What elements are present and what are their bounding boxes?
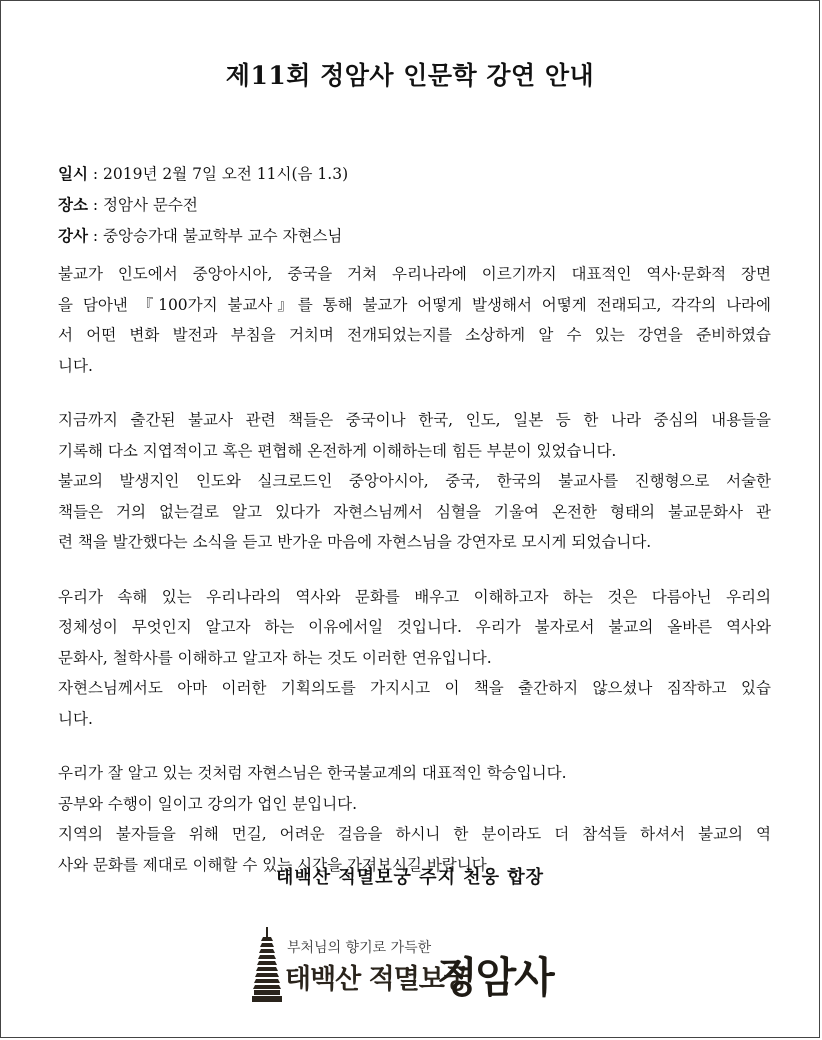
text-line: 우리가 잘 알고 있는 것처럼 자현스님은 한국불교계의 대표적인 학승입니다. [58, 764, 567, 782]
pagoda-icon [251, 927, 283, 1003]
text-line: 책들은 거의 없는걸로 알고 있다가 자현스님께서 심혈을 기울여 온전한 형태의 불교문화사 관 [58, 502, 771, 521]
info-value: 정암사 문수전 [103, 196, 198, 214]
info-label: 장소 [58, 195, 88, 214]
info-label: 일시 [58, 164, 88, 183]
text-line: 불교가 인도에서 중앙아시아, 중국을 거쳐 우리나라에 이르기까지 대표적인 역사·문화적 장면 [58, 265, 771, 283]
logo-temple-name: 정암사 [437, 953, 553, 1002]
info-row-speaker [58, 220, 348, 251]
text-line: 련 책을 발간했다는 소식을 듣고 반가운 마음에 자현스님을 강연자로 모시게 되었습니다. [58, 533, 652, 551]
text-line: 지역의 불자들을 위해 먼길, 어려운 걸음을 하시니 한 분이라도 더 참석들 하셔서 불교의 역 [58, 825, 771, 843]
text-line: 니다. [58, 709, 93, 728]
text-line: 니다. [58, 356, 93, 375]
info-value: 중앙승가대 불교학부 교수 자현스님 [103, 227, 343, 245]
temple-logo [251, 927, 581, 1003]
text-line: 기록해 다소 지엽적이고 혹은 편협해 온전하게 이해하는데 힘든 부분이 있었습니다. [58, 441, 617, 460]
text-line: 불교의 발생지인 인도와 실크로드인 중앙아시아, 중국, 한국의 불교사를 진행형으로 서술한 [58, 472, 771, 490]
notice-body [58, 259, 771, 904]
paragraph-4 [58, 758, 771, 880]
logo-tagline: 부처님의 향기로 가득한 [287, 940, 432, 956]
event-info [58, 158, 348, 251]
info-value: 2019년 2월 7일 오전 11시(음 1.3) [103, 165, 349, 183]
info-row-date [58, 158, 348, 189]
text-line: 지금까지 출간된 불교사 관련 책들은 중국이나 한국, 인도, 일본 등 한 나라 중심의 내용들을 [58, 411, 771, 429]
signature: 태백산 적멸보궁 주지 천웅 합장 [275, 867, 545, 888]
info-separator: : [87, 165, 104, 183]
info-label: 강사 [58, 226, 88, 245]
logo-name: 태백산 적멸보궁 [285, 964, 469, 995]
text-line: 자현스님께서도 아마 이러한 기획의도를 가지시고 이 책을 출간하지 않으셨나 짐작하고 있습 [58, 679, 771, 697]
info-separator: : [87, 227, 104, 245]
text-line: 서 어떤 변화 발전과 부침을 거치며 전개되었는지를 소상하게 알 수 있는 강연을 준비하였습 [58, 326, 771, 344]
paragraph-1 [58, 259, 771, 381]
text-line: 공부와 수행이 일이고 강의가 업인 분입니다. [58, 794, 358, 813]
paragraph-3 [58, 582, 771, 735]
text-line: 문화사, 철학사를 이해하고 알고자 하는 것도 이러한 연유입니다. [58, 648, 492, 667]
paragraph-2 [58, 405, 771, 558]
text-line: 을 담아낸 『100가지 불교사』를 통해 불교가 어떻게 발생해서 어떻게 전래되고, 각각의 나라에 [58, 295, 771, 314]
text-line: 사와 문화를 제대로 이해할 수 있는 시간을 가져보시길 바랍니다. [58, 855, 492, 874]
text-line: 정체성이 무엇인지 알고자 하는 이유에서일 것입니다. 우리가 불자로서 불교의 올바른 역사와 [58, 618, 771, 636]
page-title: 제11회 정암사 인문학 강연 안내 [225, 61, 595, 90]
info-row-place [58, 189, 348, 220]
info-separator: : [87, 196, 104, 214]
text-line: 우리가 속해 있는 우리나라의 역사와 문화를 배우고 이해하고자 하는 것은 다름아닌 우리의 [58, 587, 771, 606]
